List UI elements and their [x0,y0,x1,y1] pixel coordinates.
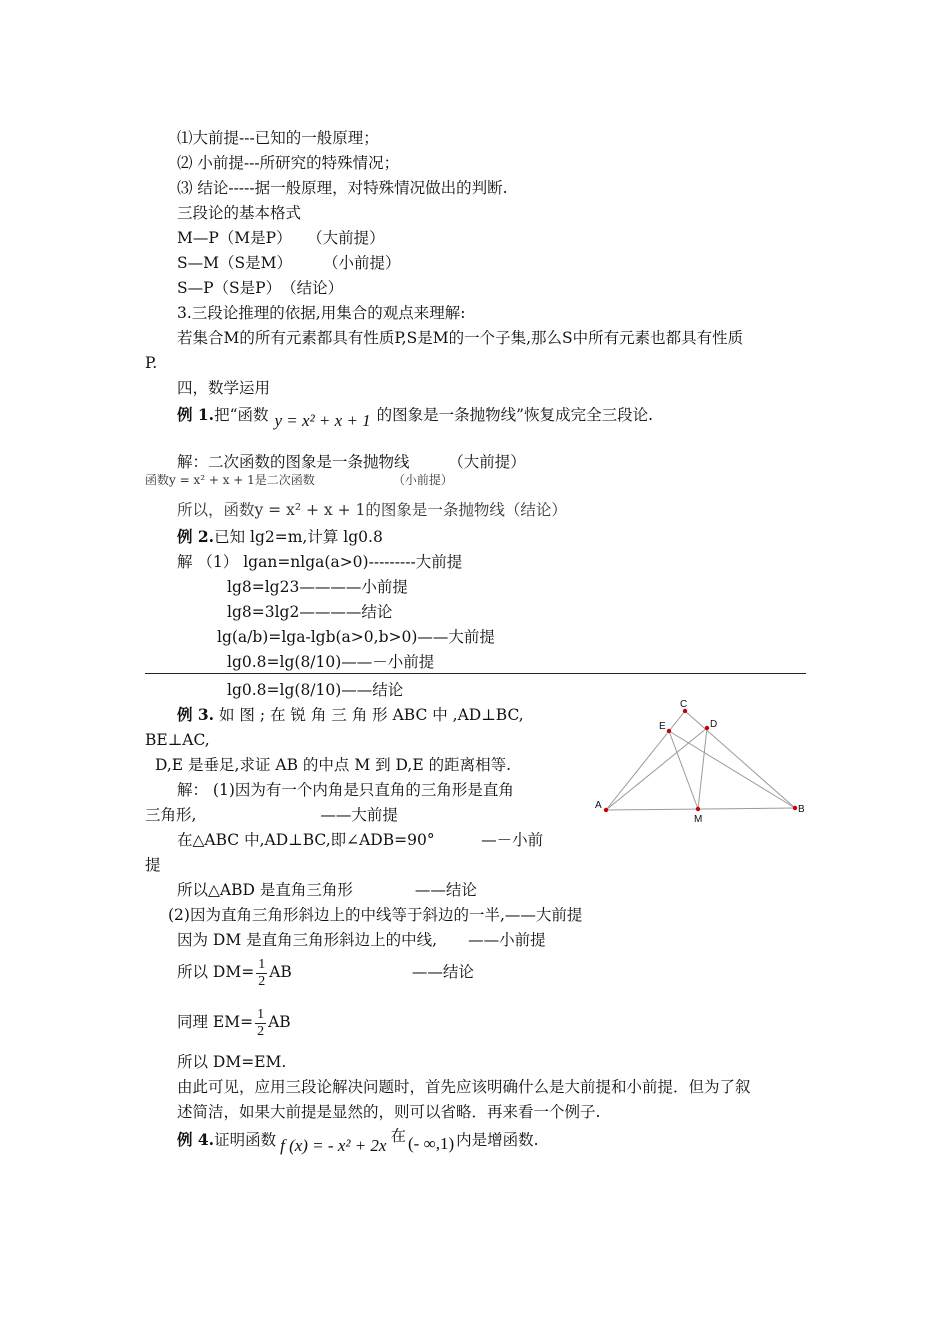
text-span: 已知 lg2=m,计算 lg0.8 [214,528,383,546]
example-label: 例 3. [177,705,215,724]
text-line: 所以△ABD 是直角三角形 ——结论 [177,881,477,899]
interval: (- ∞,1) [408,1134,455,1153]
label-d: D [710,719,718,730]
text-line: ⑴大前提---已知的一般原理； [177,129,379,147]
text-span: 内是增函数. [456,1131,539,1149]
text-line: lg8=lg23————小前提 [227,578,408,596]
example-2-line [177,527,383,547]
text-line: 解： (1)因为有一个内角是只直角的三角形是直角 [177,781,514,799]
segment-ac [606,711,685,810]
text-line: 所以，函数y = x² + x + 1的图象是一条抛物线（结论） [177,501,567,519]
text-line: 3.三段论推理的依据,用集合的观点来理解: [177,304,466,322]
example-4-line [177,1127,539,1155]
fraction-denominator: 2 [258,973,266,989]
label-m: M [694,814,703,825]
text-line: BE⊥AC, [145,731,210,749]
text-line: 三段论的基本格式 [177,204,302,222]
fraction-one-half [255,1007,266,1040]
label-a: A [595,800,602,811]
text-span: （小前提） [392,473,453,487]
fraction-line [177,955,474,990]
text-line: 因为 DM 是直角三角形斜边上的中线, ——小前提 [177,931,546,949]
formula: f (x) = - x² + 2x [280,1136,387,1155]
text-line: 所以 DM=EM. [177,1053,287,1071]
horizontal-rule [145,673,806,674]
text-line: 三角形, ——大前提 [145,806,398,824]
text-span: 证明函数 [214,1131,277,1149]
text-line: 在△ABC 中,AD⊥BC,即∠ADB=90° —－小前 [177,831,544,849]
text-line-small [145,470,453,490]
triangle-figure [590,695,810,825]
example-label: 例 2. [177,527,215,546]
text-span: 如 图 ; 在 锐 角 三 角 形 ABC 中 ,AD⊥BC, [214,706,524,724]
text-span: ——结论 [411,963,474,981]
text-line: lg8=3lg2————结论 [227,603,393,621]
text-span: 所以 DM= [177,963,255,981]
fraction-numerator: 1 [258,956,266,972]
point-e [667,729,671,733]
point-m [696,807,700,811]
text-line: 若集合M的所有元素都具有性质P,S是M的一个子集,那么S中所有元素也都具有性质 [177,329,744,347]
example-label: 例 1. [177,405,215,424]
text-span: 同理 EM= [177,1013,254,1031]
text-span: 在 [390,1127,406,1145]
segment-be [669,731,795,808]
fraction-numerator: 1 [257,1006,265,1022]
example-label: 例 4. [177,1130,215,1149]
segment-md [698,728,707,809]
label-e: E [659,721,666,732]
text-line: 述简洁，如果大前提是显然的，则可以省略．再来看一个例子. [177,1103,601,1121]
point-a [604,808,608,812]
text-span: 函数y = x² + x + 1是二次函数 [145,473,315,487]
example-3-line [177,705,524,725]
text-line: P. [145,354,158,372]
point-b [793,806,797,810]
section-heading: 四，数学运用 [177,379,271,397]
text-line: S—M（S是M） （小前提） [177,254,401,272]
example-1-line [177,405,654,430]
text-span: 把“函数 [214,406,269,424]
segment-cb [685,711,795,808]
fraction-line [177,1005,291,1040]
text-line: lg(a/b)=lga-lgb(a>0,b>0)——大前提 [217,628,495,646]
formula: y = x² + x + 1 [274,411,371,430]
text-span: AB [268,1013,291,1031]
text-line: M—P（M是P） （大前提） [177,229,385,247]
text-line: 解 （1） lgan=nlga(a>0)---------大前提 [177,553,463,571]
text-line: lg0.8=lg(8/10)——－小前提 [227,653,435,671]
fraction-denominator: 2 [257,1023,265,1039]
text-span: AB [269,963,292,981]
label-b: B [798,804,805,815]
text-line: ⑵ 小前提---所研究的特殊情况； [177,154,400,172]
text-line: (2)因为直角三角形斜边上的中线等于斜边的一半,——大前提 [168,906,583,924]
text-line: D,E 是垂足,求证 AB 的中点 M 到 D,E 的距离相等. [155,756,512,774]
text-line: 提 [145,856,161,874]
text-line: lg0.8=lg(8/10)——结论 [227,681,404,699]
segment-ad [606,728,707,810]
text-line: S—P（S是P） （结论） [177,279,344,297]
segment-ab [606,808,795,810]
text-line: 解：二次函数的图象是一条抛物线 （大前提） [177,453,526,471]
text-span: 的图象是一条抛物线”恢复成完全三段论. [376,406,654,424]
label-c: C [680,699,688,710]
fraction-one-half [256,957,267,990]
text-line: 由此可见，应用三段论解决问题时，首先应该明确什么是大前提和小前提．但为了叙 [177,1078,751,1096]
point-d [705,726,709,730]
text-line: ⑶ 结论-----据一般原理，对特殊情况做出的判断. [177,179,508,197]
segment-me [669,731,698,809]
